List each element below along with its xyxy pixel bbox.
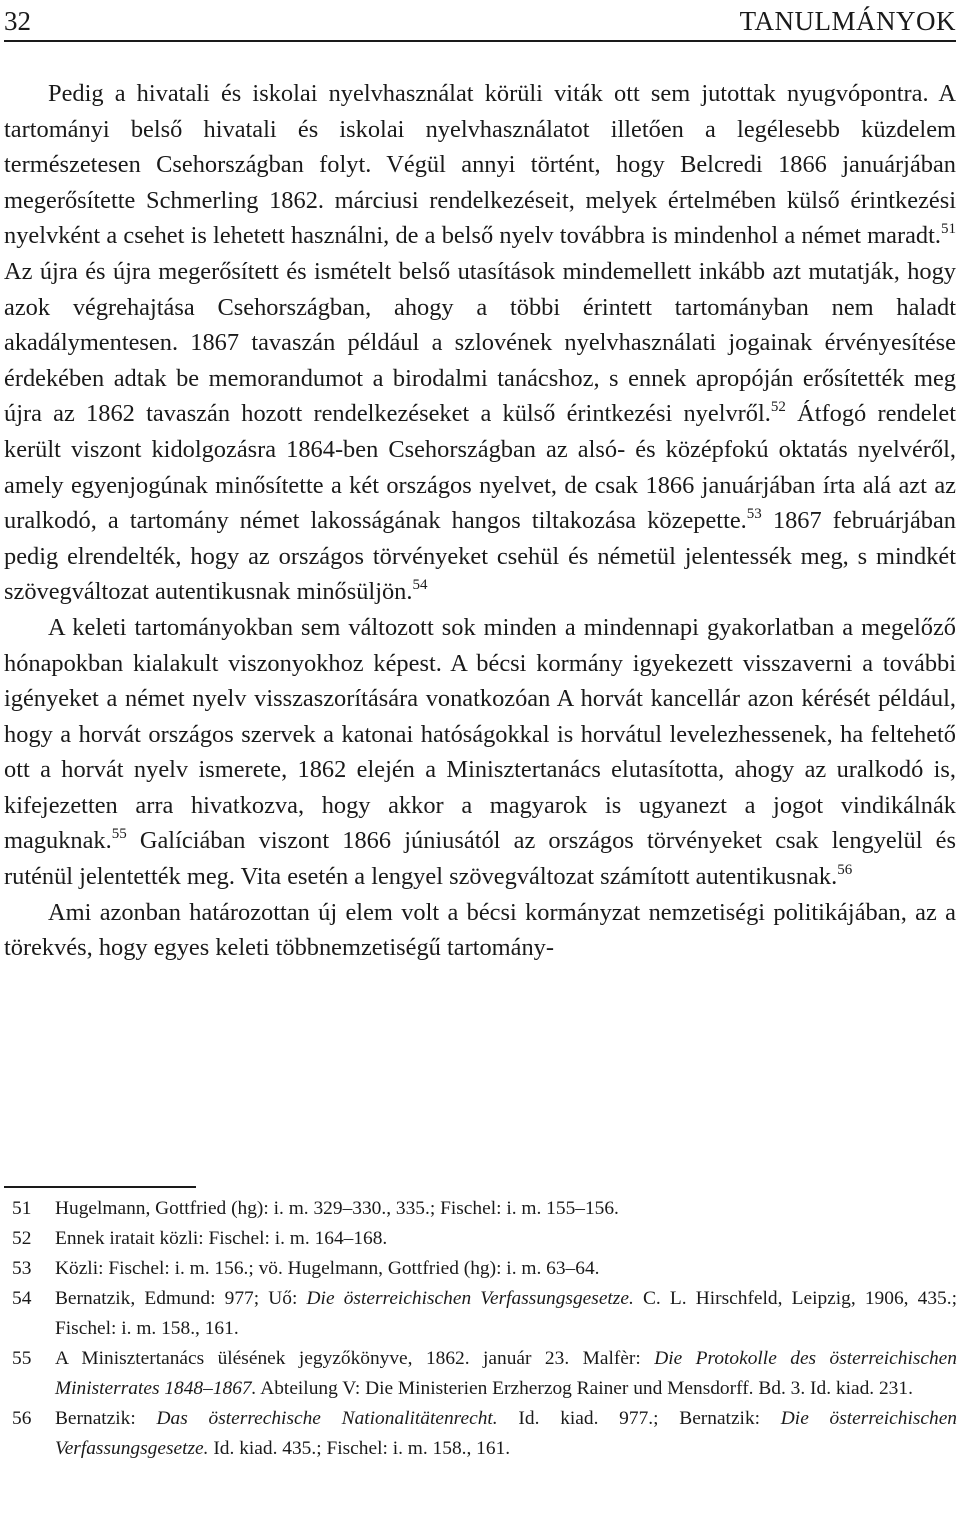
footnote-number: 56 xyxy=(12,1408,32,1429)
footnote-part: Bernatzik, Edmund: 977; Uő: xyxy=(55,1288,307,1309)
running-header xyxy=(4,2,956,42)
paragraph-text: Pedig a hivatali és iskolai nyelvhasználat körüli viták ott sem jutottak nyugvópontra. A tartományi belső hivatali és iskolai nyelvhasználatot illetően a legélesebb küzdelem természetesen Csehországban folyt. Végül annyi történt, hogy Belcredi 1866 januárjában megerősítette Schmerling 1862. márciusi rendelkezéseit, melyek értelmében külső érintkezési nyelvként a csehet is lehetett használni, de a belső nyelv továbbra is mindenhol a német maradt. xyxy=(4,80,956,250)
footnote-title: Die österreichischen Verfassungsgesetze. xyxy=(306,1288,634,1309)
footnote-text xyxy=(55,1344,957,1404)
footnote-ref[interactable]: 51 xyxy=(941,221,956,238)
footnote-text xyxy=(55,1404,957,1464)
footnote xyxy=(12,1284,957,1344)
footnote xyxy=(12,1224,957,1254)
footnote-part: Ennek iratait közli: Fischel: i. m. 164–168. xyxy=(55,1228,388,1249)
footnote-ref[interactable]: 54 xyxy=(412,577,428,594)
footnote-part: Id. kiad. 977.; Bernatzik: xyxy=(497,1408,781,1429)
paragraph-text: A keleti tartományokban sem változott sok minden a mindennapi gyakorlatban a megelőző hónapokban kialakult viszonyokhoz képest. A bécsi kormány igyekezett visszaverni a további igényeket a német nyelv visszaszorítására vonatkozóan A horvát kancellár azon kérését például, hogy a horvát országos szervek a katonai hatóságokkal is horvátul levelezhessenek, ha feltehető ott a horvát nyelv ismerete, 1862 elején a Minisztertanács elutasította, ahogy az uralkodó is, kifejezetten arra hivatkozva, hogy akkor a magyarok is ugyanezt a jogot vindikálnák maguknak. xyxy=(4,613,956,855)
page-number: 32 xyxy=(4,6,31,36)
footnote xyxy=(12,1404,957,1464)
footnote-part: A Minisztertanács ülésének jegyzőkönyve, 1862. január 23. Malfèr: xyxy=(55,1348,655,1369)
footnote-part: Hugelmann, Gottfried (hg): i. m. 329–330., 335.; Fischel: i. m. 155–156. xyxy=(55,1198,619,1219)
footnote-part: Bernatzik: xyxy=(55,1408,157,1429)
footnote-number: 54 xyxy=(12,1288,32,1309)
footnote-text xyxy=(55,1284,957,1344)
footnote-title: Das österrechische Nationalitätenrecht. xyxy=(156,1408,498,1429)
paragraph xyxy=(4,895,956,966)
footnote xyxy=(12,1344,957,1404)
paragraph-text: Ami azonban határozottan új elem volt a bécsi kormányzat nemzetiségi politikájában, az a törekvés, hogy egyes keleti többnemzetiségű tartomány- xyxy=(4,898,956,962)
paragraph-text: Átfogó rendelet került viszont kidolgozásra 1864-ben Csehországban az alsó- és középfokú oktatás nyelvéről, amely egyenjogúnak minősítette a két országos nyelvet, de csak 1866 januárjában írta alá azt az uralkodó, a tartomány német lakosságának hangos tiltakozása közepette. xyxy=(4,400,956,535)
paragraph-text: Galíciában viszont 1866 júniusától az országos törvényeket csak lengyelül és ruténül jelentették meg. Vita esetén a lengyel szövegváltozat számított autentikusnak. xyxy=(4,827,956,891)
paragraph-text: Az újra és újra megerősített és ismételt belső utasítások mindemellett inkább azt mutatják, hogy azok végrehajtása Csehországban, ahogy a többi érintett tartományban nem haladt akadálymentesen. 1867 tavaszán például a szlovének nyelvhasználati jogainak érvényesítése érdekében adtak be memorandumot a birodalmi tanácshoz, s ennek apropóján erősítették meg újra az 1862 tavaszán hozott rendelkezéseket a külső érintkezési nyelvről. xyxy=(4,257,956,428)
body-text xyxy=(4,76,956,966)
footnote-separator xyxy=(4,1186,196,1188)
footnote-ref[interactable]: 52 xyxy=(770,399,786,416)
footnote-title: Die österreichischen Verfassungsgesetze. xyxy=(55,1408,957,1459)
footnote-number: 51 xyxy=(12,1198,32,1219)
footnote-part: C. L. Hirschfeld, Leipzig, 1906, 435.; Fischel: i. m. 158., 161. xyxy=(55,1288,957,1339)
footnote-text xyxy=(55,1194,957,1224)
footnote-ref[interactable]: 53 xyxy=(746,506,762,523)
footnote-number: 53 xyxy=(12,1258,32,1279)
footnote-ref[interactable]: 55 xyxy=(111,826,127,843)
paragraph-text: 1867 februárjában pedig elrendelték, hogy az országos törvényeket csehül és németül jelentessék meg, s mindkét szövegváltozat autentikusnak minősüljön. xyxy=(4,507,956,606)
footnote-part: Közli: Fischel: i. m. 156.; vö. Hugelmann, Gottfried (hg): i. m. 63–64. xyxy=(55,1258,600,1279)
footnote-title: Die Protokolle des österreichischen Ministerrates 1848–1867. xyxy=(55,1348,957,1399)
section-title: TANULMÁNYOK xyxy=(739,6,956,36)
footnote xyxy=(12,1254,957,1284)
footnote-number: 52 xyxy=(12,1228,32,1249)
footnote-text xyxy=(55,1224,957,1254)
footnote-part: Abteilung V: Die Ministerien Erzherzog Rainer und Mensdorff. Bd. 3. Id. kiad. 231. xyxy=(256,1378,913,1399)
footnotes xyxy=(12,1194,957,1464)
footnote xyxy=(12,1194,957,1224)
footnote-ref[interactable]: 56 xyxy=(837,862,853,879)
paragraph xyxy=(4,610,956,895)
footnote-number: 55 xyxy=(12,1348,32,1369)
paragraph xyxy=(4,76,956,610)
footnote-part: Id. kiad. 435.; Fischel: i. m. 158., 161. xyxy=(208,1438,511,1459)
footnote-text xyxy=(55,1254,957,1284)
